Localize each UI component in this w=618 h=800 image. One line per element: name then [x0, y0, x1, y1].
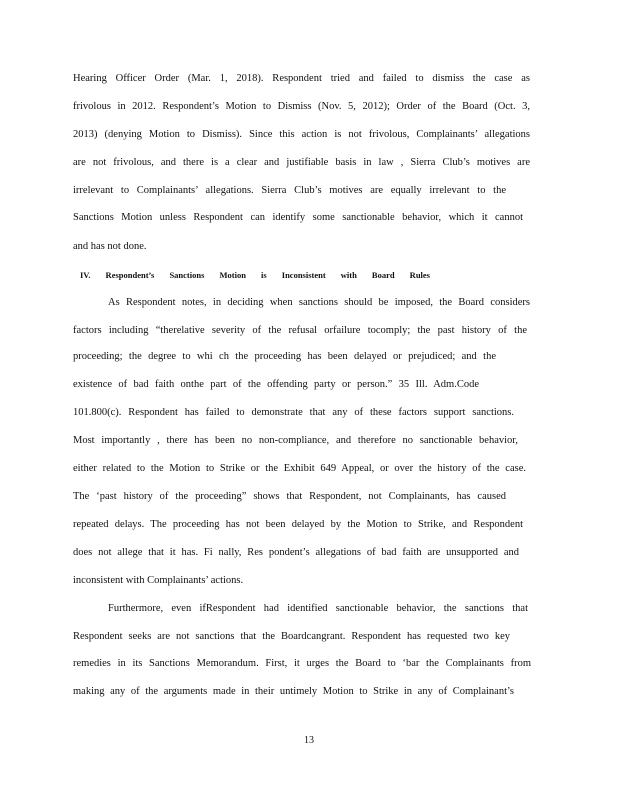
body-text-line: The ‘past history of the proceeding” shows that Respondent, not Complainants, has caused [73, 491, 506, 502]
body-text-line: 2013) (denying Motion to Dismiss). Since this action is not frivolous, Complainants’ allegations [73, 129, 530, 140]
page-number: 13 [304, 735, 314, 746]
body-text-line: proceeding; the degree to whi ch the proceeding has been delayed or prejudiced; and the [73, 351, 496, 362]
body-text-line: either related to the Motion to Strike or the Exhibit 649 Appeal, or over the history of the case. [73, 463, 526, 474]
body-text-line: factors including “therelative severity of the refusal orfailure tocomply; the past history of the [73, 325, 527, 336]
body-text-line: are not frivolous, and there is a clear and justifiable basis in law , Sierra Club’s motives are [73, 157, 530, 168]
body-text-line: Hearing Officer Order (Mar. 1, 2018). Respondent tried and failed to dismiss the case as [73, 73, 530, 84]
body-text-line: irrelevant to Complainants’ allegations. Sierra Club’s motives are equally irrelevant to the [73, 185, 506, 196]
body-text-line: frivolous in 2012. Respondent’s Motion to Dismiss (Nov. 5, 2012); Order of the Board (Oct. 3, [73, 101, 530, 112]
body-text-line: Furthermore, even ifRespondent had identified sanctionable behavior, the sanctions that [108, 603, 528, 614]
body-text-line: does not allege that it has. Fi nally, Res pondent’s allegations of bad faith are unsupported and [73, 547, 519, 558]
section-heading: IV. Respondent’s Sanctions Motion is Inconsistent with Board Rules [80, 270, 430, 280]
body-text-line: Respondent seeks are not sanctions that the Boardcangrant. Respondent has requested two key [73, 631, 510, 642]
body-text-line: and has not done. [73, 241, 147, 252]
body-text-line: making any of the arguments made in their untimely Motion to Strike in any of Complainant’s [73, 686, 514, 697]
body-text-line: Most importantly , there has been no non-compliance, and therefore no sanctionable behavior, [73, 435, 518, 446]
body-text-line: inconsistent with Complainants’ actions. [73, 575, 244, 586]
body-text-line: Sanctions Motion unless Respondent can identify some sanctionable behavior, which it cannot [73, 212, 523, 223]
body-text-line: remedies in its Sanctions Memorandum. First, it urges the Board to ‘bar the Complainants from [73, 658, 531, 669]
body-text-line: As Respondent notes, in deciding when sanctions should be imposed, the Board considers [108, 297, 530, 308]
body-text-line: repeated delays. The proceeding has not been delayed by the Motion to Strike, and Respondent [73, 519, 523, 530]
body-text-line: 101.800(c). Respondent has failed to demonstrate that any of these factors support sanctions. [73, 407, 514, 418]
body-text-line: existence of bad faith onthe part of the offending party or person.” 35 Ill. Adm.Code [73, 379, 479, 390]
